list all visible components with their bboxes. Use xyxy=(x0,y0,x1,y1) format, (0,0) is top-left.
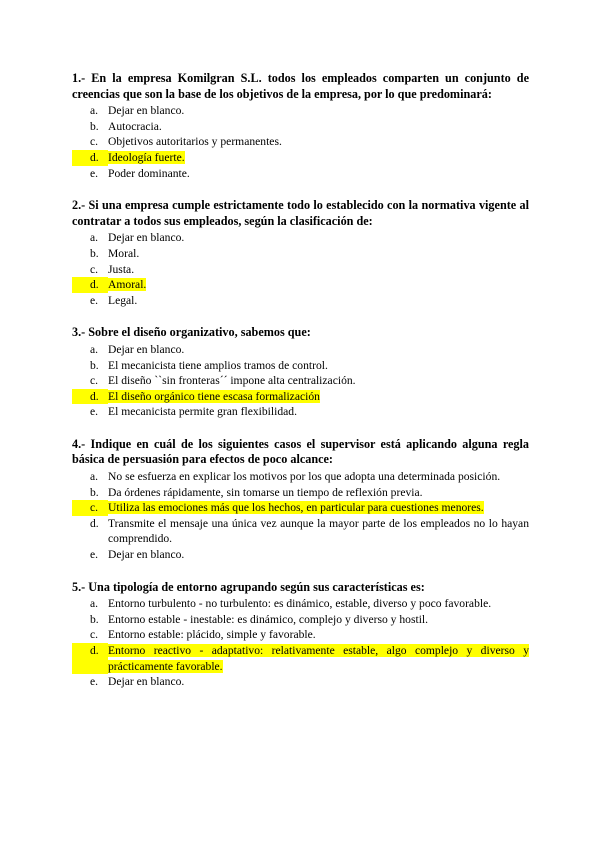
option-letter: e. xyxy=(90,675,99,689)
option-letter: a. xyxy=(90,231,99,245)
option-letter: e. xyxy=(90,548,99,562)
option-text: Dejar en blanco. xyxy=(108,104,185,118)
option-text: Poder dominante. xyxy=(108,166,190,180)
option-letter: d. xyxy=(90,516,99,530)
option-a xyxy=(72,103,529,119)
option-text: Moral. xyxy=(108,246,140,260)
option-b xyxy=(72,119,529,135)
option-e xyxy=(72,293,529,309)
option-letter: d. xyxy=(72,389,108,405)
option-letter: a. xyxy=(90,597,99,611)
option-letter: d. xyxy=(72,150,108,166)
question-2 xyxy=(72,198,529,308)
option-text: Utiliza las emociones más que los hechos, en particular para cuestiones menores. xyxy=(108,501,484,515)
option-e xyxy=(72,547,529,563)
option-d xyxy=(72,516,529,547)
option-text: Entorno turbulento - no turbulento: es dinámico, estable, diverso y poco favorable. xyxy=(108,597,492,611)
option-list xyxy=(72,230,529,308)
option-text: Legal. xyxy=(108,293,138,307)
option-d-highlighted xyxy=(72,643,529,674)
option-letter: e. xyxy=(90,293,99,307)
option-b xyxy=(72,246,529,262)
option-list xyxy=(72,469,529,563)
option-text: El mecanicista permite gran flexibilidad. xyxy=(108,405,297,419)
option-text: El diseño orgánico tiene escasa formalización xyxy=(108,389,320,403)
option-letter: e. xyxy=(90,166,99,180)
option-letter: c. xyxy=(90,262,99,276)
option-text: Entorno reactivo - adaptativo: relativamente estable, algo complejo y diverso y prácticamente favorable. xyxy=(108,644,529,673)
option-a xyxy=(72,230,529,246)
option-letter: b. xyxy=(90,358,99,372)
option-text: El mecanicista tiene amplios tramos de control. xyxy=(108,358,328,372)
option-c xyxy=(72,627,529,643)
option-b xyxy=(72,485,529,501)
question-title: 5.- Una tipología de entorno agrupando según sus características es: xyxy=(72,579,425,594)
option-letter: a. xyxy=(90,470,99,484)
option-d-highlighted xyxy=(72,150,529,166)
exam-page xyxy=(72,71,529,707)
option-letter: c. xyxy=(72,500,108,516)
question-title: 3.- Sobre el diseño organizativo, sabemos que: xyxy=(72,325,311,340)
option-text: Entorno estable - inestable: es dinámico, complejo y diverso y hostil. xyxy=(108,612,429,626)
option-letter: d. xyxy=(72,643,108,674)
option-c xyxy=(72,373,529,389)
option-c xyxy=(72,262,529,278)
question-title: 2.- Si una empresa cumple estrictamente todo lo establecido con la normativa vigente al contratar a todos sus empleados, según la clasificación de: xyxy=(72,198,529,228)
option-text: Dejar en blanco. xyxy=(108,342,185,356)
option-d-highlighted xyxy=(72,389,529,405)
option-a xyxy=(72,596,529,612)
option-text: No se esfuerza en explicar los motivos por los que adopta una determinada posición. xyxy=(108,470,501,484)
option-letter: a. xyxy=(90,104,99,118)
option-d-highlighted xyxy=(72,277,529,293)
option-text: Da órdenes rápidamente, sin tomarse un tiempo de reflexión previa. xyxy=(108,485,423,499)
option-b xyxy=(72,358,529,374)
option-letter: b. xyxy=(90,246,99,260)
option-text: Dejar en blanco. xyxy=(108,548,185,562)
option-list xyxy=(72,596,529,690)
option-text: Amoral. xyxy=(108,278,147,292)
option-letter: c. xyxy=(90,628,99,642)
option-text: Dejar en blanco. xyxy=(108,231,185,245)
question-title: 1.- En la empresa Komilgran S.L. todos los empleados comparten un conjunto de creencias que son la base de los objetivos de la empresa, por lo que predominará: xyxy=(72,71,529,101)
option-letter: c. xyxy=(90,374,99,388)
option-text: Justa. xyxy=(108,262,135,276)
question-1 xyxy=(72,71,529,181)
option-text: Objetivos autoritarios y permanentes. xyxy=(108,135,282,149)
option-b xyxy=(72,612,529,628)
option-text: Transmite el mensaje una única vez aunque la mayor parte de los empleados no lo hayan comprendido. xyxy=(108,516,529,546)
option-e xyxy=(72,674,529,690)
option-a xyxy=(72,342,529,358)
option-letter: b. xyxy=(90,612,99,626)
option-e xyxy=(72,404,529,420)
option-letter: a. xyxy=(90,342,99,356)
question-3 xyxy=(72,325,529,420)
question-5 xyxy=(72,580,529,690)
option-letter: b. xyxy=(90,119,99,133)
option-list xyxy=(72,342,529,420)
option-e xyxy=(72,166,529,182)
option-letter: c. xyxy=(90,135,99,149)
option-letter: b. xyxy=(90,485,99,499)
option-text: Dejar en blanco. xyxy=(108,675,185,689)
option-letter: e. xyxy=(90,405,99,419)
question-title: 4.- Indique en cuál de los siguientes casos el supervisor está aplicando alguna regla básica de persuasión para efectos de poco alcance: xyxy=(72,436,529,467)
question-4 xyxy=(72,437,529,563)
option-a xyxy=(72,469,529,485)
option-text: Entorno estable: plácido, simple y favorable. xyxy=(108,628,316,642)
option-list xyxy=(72,103,529,181)
option-text: Ideología fuerte. xyxy=(108,150,185,164)
option-text: El diseño ``sin fronteras´´ impone alta centralización. xyxy=(108,374,356,388)
option-letter: d. xyxy=(72,277,108,293)
option-c-highlighted xyxy=(72,500,529,516)
option-c xyxy=(72,134,529,150)
option-text: Autocracia. xyxy=(108,119,162,133)
